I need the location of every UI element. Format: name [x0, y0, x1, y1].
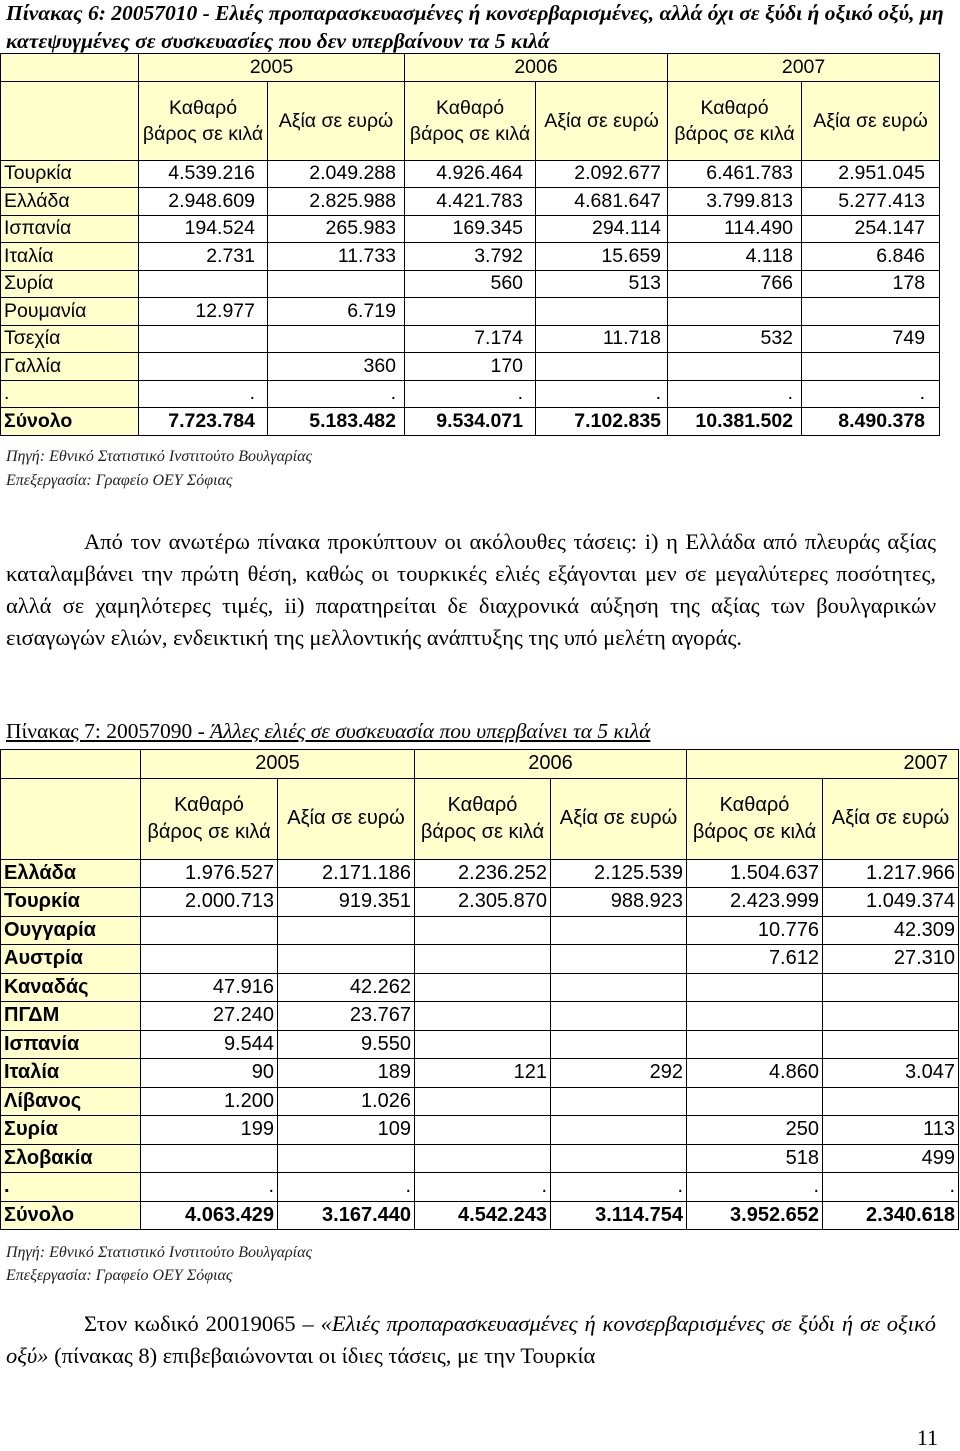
- table7-processing: Επεξεργασία: Γραφείο ΟΕΥ Σόφιας: [6, 1267, 233, 1284]
- table7-caption-desc: Άλλες ελιές σε συσκευασία που υπερβαίνει τα 5 κιλά: [210, 719, 651, 743]
- table7-data-row: [1, 888, 959, 917]
- table7-col-weight: Καθαρό βάρος σε κιλά: [141, 778, 278, 859]
- table7-value-cell: [551, 1087, 687, 1116]
- table7-value-cell: 1.504.637: [687, 859, 823, 888]
- table6-data-row: [1, 298, 940, 326]
- table7-value-cell: 3.047: [823, 1059, 959, 1088]
- table7-value-cell: 2.236.252: [415, 859, 551, 888]
- table6-value-cell: 4.539.216: [139, 160, 268, 188]
- table7-value-cell: .: [687, 1173, 823, 1202]
- table7-value-cell: 23.767: [278, 1002, 415, 1031]
- table7-value-cell: [415, 1002, 551, 1031]
- table6-data-row: [1, 325, 940, 353]
- table7-total-row: [1, 1201, 959, 1230]
- table6-country-cell: Γαλλία: [1, 353, 139, 381]
- table6-value-cell: [139, 353, 268, 381]
- table7-data-row: [1, 1087, 959, 1116]
- table7-value-cell: [551, 1116, 687, 1145]
- table7-data-row: [1, 859, 959, 888]
- table6: [0, 53, 940, 436]
- table6-value-cell: .: [802, 380, 940, 408]
- table7-value-cell: 2.423.999: [687, 888, 823, 917]
- table7-value-cell: [551, 1030, 687, 1059]
- table6-col-value: Αξία σε ευρώ: [268, 81, 405, 160]
- table7-corner-cell: [1, 750, 141, 779]
- table6-value-cell: [536, 353, 668, 381]
- table6-total-cell: 9.534.071: [405, 408, 536, 436]
- table6-processing: Επεξεργασία: Γραφείο ΟΕΥ Σόφιας: [6, 472, 233, 489]
- table7-col-value: Αξία σε ευρώ: [278, 778, 415, 859]
- table7-country-cell: Ιταλία: [1, 1059, 141, 1088]
- table6-value-cell: [536, 298, 668, 326]
- table6-country-cell: Συρία: [1, 270, 139, 298]
- continuation-paragraph-start: Στον κωδικό 20019065 –: [84, 1311, 321, 1336]
- table7-value-cell: 2.171.186: [278, 859, 415, 888]
- table7-value-cell: [551, 916, 687, 945]
- table6-value-cell: 4.118: [668, 243, 802, 271]
- table6-value-cell: .: [405, 380, 536, 408]
- table7-value-cell: 113: [823, 1116, 959, 1145]
- table7-value-cell: 27.240: [141, 1002, 278, 1031]
- table6-value-cell: .: [268, 380, 405, 408]
- table7-value-cell: [278, 945, 415, 974]
- table6-value-cell: [268, 325, 405, 353]
- table6-value-cell: 5.277.413: [802, 188, 940, 216]
- table6-data-row: [1, 215, 940, 243]
- table7-value-cell: 292: [551, 1059, 687, 1088]
- table7-value-cell: [551, 1144, 687, 1173]
- table7-value-cell: [551, 945, 687, 974]
- table6-col-weight: Καθαρό βάρος σε κιλά: [668, 81, 802, 160]
- table7-value-cell: 499: [823, 1144, 959, 1173]
- table7-caption-title: Πίνακας 7: 20057090 -: [6, 719, 211, 743]
- table7-value-cell: 2.305.870: [415, 888, 551, 917]
- table6-value-cell: [405, 298, 536, 326]
- table7-value-cell: 121: [415, 1059, 551, 1088]
- table7-value-cell: 2.000.713: [141, 888, 278, 917]
- table6-value-cell: 6.719: [268, 298, 405, 326]
- table7-total-cell: 3.114.754: [551, 1201, 687, 1230]
- table6-value-cell: 4.421.783: [405, 188, 536, 216]
- table6-total-cell: 7.102.835: [536, 408, 668, 436]
- table6-value-cell: 6.846: [802, 243, 940, 271]
- table7-value-cell: [823, 1030, 959, 1059]
- table7-value-cell: 47.916: [141, 973, 278, 1002]
- table7-year-2005: 2005: [141, 750, 415, 779]
- table6-value-cell: [139, 270, 268, 298]
- table6-caption: [6, 0, 946, 55]
- table6-country-cell: .: [1, 380, 139, 408]
- table6-value-cell: 560: [405, 270, 536, 298]
- table6-value-cell: 114.490: [668, 215, 802, 243]
- table6-total-cell: 7.723.784: [139, 408, 268, 436]
- table6-value-cell: 2.731: [139, 243, 268, 271]
- table6-value-cell: [802, 298, 940, 326]
- table6-value-cell: 265.983: [268, 215, 405, 243]
- table6-value-cell: [668, 353, 802, 381]
- table6-country-cell: Ισπανία: [1, 215, 139, 243]
- table7-value-cell: [823, 1002, 959, 1031]
- table7-value-cell: 27.310: [823, 945, 959, 974]
- table6-value-cell: [668, 298, 802, 326]
- table6-year-row: [1, 54, 940, 82]
- table7-value-cell: [415, 1116, 551, 1145]
- table7-year-2007: 2007: [687, 750, 959, 779]
- table6-data-row: [1, 243, 940, 271]
- table7-value-cell: 199: [141, 1116, 278, 1145]
- table6-data-row: [1, 380, 940, 408]
- table7-data-row: [1, 1059, 959, 1088]
- table7-total-cell: 4.542.243: [415, 1201, 551, 1230]
- table7-col-weight: Καθαρό βάρος σε κιλά: [415, 778, 551, 859]
- table7-value-cell: [415, 916, 551, 945]
- page-number: 11: [916, 1425, 938, 1450]
- table7-data-row: [1, 973, 959, 1002]
- table7-year-row: [1, 750, 959, 779]
- table6-country-cell: Τουρκία: [1, 160, 139, 188]
- table7-value-cell: 42.309: [823, 916, 959, 945]
- table6-value-cell: 360: [268, 353, 405, 381]
- table6-value-cell: 15.659: [536, 243, 668, 271]
- continuation-paragraph-end: (πίνακας 8) επιβεβαιώνονται οι ίδιες τάσεις, με την Τουρκία: [48, 1343, 596, 1368]
- table6-total-cell: 8.490.378: [802, 408, 940, 436]
- table6-col-weight: Καθαρό βάρος σε κιλά: [405, 81, 536, 160]
- table6-total-row: [1, 408, 940, 436]
- table7-country-cell: Ουγγαρία: [1, 916, 141, 945]
- table7-value-cell: [687, 1087, 823, 1116]
- table7-value-cell: 90: [141, 1059, 278, 1088]
- table6-value-cell: 3.792: [405, 243, 536, 271]
- table6-value-cell: 169.345: [405, 215, 536, 243]
- table7-value-cell: 9.550: [278, 1030, 415, 1059]
- table6-data-row: [1, 270, 940, 298]
- table7-value-cell: [823, 973, 959, 1002]
- table7-country-cell: ΠΓΔΜ: [1, 1002, 141, 1031]
- table7-value-cell: [551, 973, 687, 1002]
- table6-country-cell: Ιταλία: [1, 243, 139, 271]
- table6-value-cell: [139, 325, 268, 353]
- table7-country-cell: Τουρκία: [1, 888, 141, 917]
- table7-value-cell: [415, 945, 551, 974]
- table7-value-cell: 1.976.527: [141, 859, 278, 888]
- table7-corner-cell: [1, 778, 141, 859]
- table6-source: Πηγή: Εθνικό Στατιστικό Ινστιτούτο Βουλγαρίας: [6, 448, 312, 465]
- table7-value-cell: 42.262: [278, 973, 415, 1002]
- table7-data-row: [1, 916, 959, 945]
- table6-value-cell: 2.049.288: [268, 160, 405, 188]
- table7-country-cell: Ισπανία: [1, 1030, 141, 1059]
- table7-country-cell: Αυστρία: [1, 945, 141, 974]
- table6-total-cell: 5.183.482: [268, 408, 405, 436]
- table7-value-cell: [141, 916, 278, 945]
- table6-value-cell: .: [536, 380, 668, 408]
- continuation-paragraph-product: «Ελιές προπαρασκευασμένες ή κονσερβαρισμένες σε ξύδι ή σε οξικό οξύ»: [6, 1311, 936, 1368]
- table7-value-cell: [278, 916, 415, 945]
- table6-col-value: Αξία σε ευρώ: [802, 81, 940, 160]
- table7-data-row: [1, 1002, 959, 1031]
- table6-value-cell: 11.718: [536, 325, 668, 353]
- table7-country-cell: .: [1, 1173, 141, 1202]
- table7-year-2006: 2006: [415, 750, 687, 779]
- table6-country-cell: Ρουμανία: [1, 298, 139, 326]
- table6-value-cell: [802, 353, 940, 381]
- table7-value-cell: [141, 945, 278, 974]
- table6-value-cell: 4.681.647: [536, 188, 668, 216]
- table6-value-cell: .: [139, 380, 268, 408]
- table7-value-cell: .: [823, 1173, 959, 1202]
- table6-total-cell: 10.381.502: [668, 408, 802, 436]
- table7-value-cell: 189: [278, 1059, 415, 1088]
- table7-value-cell: [687, 1002, 823, 1031]
- table7-total-cell: 4.063.429: [141, 1201, 278, 1230]
- table6-corner-cell: [1, 81, 139, 160]
- table6-value-cell: 178: [802, 270, 940, 298]
- table7-country-cell: Ελλάδα: [1, 859, 141, 888]
- table7-data-row: [1, 1116, 959, 1145]
- table7-country-cell: Σλοβακία: [1, 1144, 141, 1173]
- table7-caption: [6, 718, 956, 746]
- table7-value-cell: 1.200: [141, 1087, 278, 1116]
- table6-value-cell: 2.092.677: [536, 160, 668, 188]
- table7-country-cell: Λίβανος: [1, 1087, 141, 1116]
- table6-total-label: Σύνολο: [1, 408, 139, 436]
- table6-value-cell: .: [668, 380, 802, 408]
- table7-value-cell: 518: [687, 1144, 823, 1173]
- table7-data-row: [1, 1144, 959, 1173]
- table7-value-cell: 109: [278, 1116, 415, 1145]
- table7-value-cell: .: [551, 1173, 687, 1202]
- table6-value-cell: 2.825.988: [268, 188, 405, 216]
- table7-value-cell: [141, 1144, 278, 1173]
- table7-source: Πηγή: Εθνικό Στατιστικό Ινστιτούτο Βουλγαρίας: [6, 1244, 312, 1261]
- table7-country-cell: Συρία: [1, 1116, 141, 1145]
- table6-value-cell: 2.948.609: [139, 188, 268, 216]
- table7-value-cell: 1.217.966: [823, 859, 959, 888]
- table7-col-weight: Καθαρό βάρος σε κιλά: [687, 778, 823, 859]
- analysis-paragraph: Από τον ανωτέρω πίνακα προκύπτουν οι ακόλουθες τάσεις: i) η Ελλάδα από πλευράς αξίας καταλαμβάνει την πρώτη θέση, καθώς οι τουρκικές ελιές εξάγονται μεν σε μεγαλύτερες ποσότητες, αλλά σε χαμηλότερες τιμές, ii) παρατηρείται δε διαχρονικά αύξηση της αξίας των βουλγαρικών εισαγωγών ελιών, ενδεικτική της μελλοντικής ανάπτυξης της υπό μελέτη αγοράς.: [6, 529, 936, 650]
- table6-value-cell: 766: [668, 270, 802, 298]
- table6-column-header-row: [1, 81, 940, 160]
- table7-value-cell: 4.860: [687, 1059, 823, 1088]
- table7-value-cell: [823, 1087, 959, 1116]
- table7-total-cell: 3.952.652: [687, 1201, 823, 1230]
- table6-value-cell: 532: [668, 325, 802, 353]
- table7-value-cell: 10.776: [687, 916, 823, 945]
- table6-value-cell: 6.461.783: [668, 160, 802, 188]
- table6-year-2005: 2005: [139, 54, 405, 82]
- table7-value-cell: 7.612: [687, 945, 823, 974]
- table6-data-row: [1, 160, 940, 188]
- table7-value-cell: [551, 1002, 687, 1031]
- table6-data-row: [1, 353, 940, 381]
- table6-value-cell: 3.799.813: [668, 188, 802, 216]
- table6-value-cell: 294.114: [536, 215, 668, 243]
- table6-value-cell: 4.926.464: [405, 160, 536, 188]
- table6-corner-cell: [1, 54, 139, 82]
- table6-value-cell: 194.524: [139, 215, 268, 243]
- table6-value-cell: 12.977: [139, 298, 268, 326]
- table6-year-2006: 2006: [405, 54, 668, 82]
- table7-value-cell: 1.026: [278, 1087, 415, 1116]
- table7-total-cell: 2.340.618: [823, 1201, 959, 1230]
- table6-value-cell: 2.951.045: [802, 160, 940, 188]
- table7-value-cell: 2.125.539: [551, 859, 687, 888]
- table7-value-cell: [415, 1087, 551, 1116]
- table7-country-cell: Καναδάς: [1, 973, 141, 1002]
- table7-data-row: [1, 1173, 959, 1202]
- table7-value-cell: .: [278, 1173, 415, 1202]
- table6-country-cell: Ελλάδα: [1, 188, 139, 216]
- table7-data-row: [1, 945, 959, 974]
- table7-value-cell: .: [415, 1173, 551, 1202]
- table7-value-cell: [687, 1030, 823, 1059]
- table7-value-cell: 988.923: [551, 888, 687, 917]
- table7-column-header-row: [1, 778, 959, 859]
- table6-value-cell: 170: [405, 353, 536, 381]
- table7-total-cell: 3.167.440: [278, 1201, 415, 1230]
- table7-value-cell: [415, 1030, 551, 1059]
- table7-data-row: [1, 1030, 959, 1059]
- continuation-paragraph: [6, 1308, 936, 1372]
- table6-value-cell: 254.147: [802, 215, 940, 243]
- table6-col-weight: Καθαρό βάρος σε κιλά: [139, 81, 268, 160]
- table6-data-row: [1, 188, 940, 216]
- table7-col-value: Αξία σε ευρώ: [823, 778, 959, 859]
- table7-value-cell: [415, 1144, 551, 1173]
- table6-caption-text: Πίνακας 6: 20057010 - Ελιές προπαρασκευασμένες ή κονσερβαρισμένες, αλλά όχι σε ξύδι ή οξικό οξύ, μη κατεψυγμένες σε συσκευασίες που δεν υπερβαίνουν τα 5 κιλά: [6, 1, 944, 53]
- table7-value-cell: .: [141, 1173, 278, 1202]
- table6-value-cell: [268, 270, 405, 298]
- table6-year-2007: 2007: [668, 54, 940, 82]
- table7-value-cell: 9.544: [141, 1030, 278, 1059]
- table7-total-label: Σύνολο: [1, 1201, 141, 1230]
- table7-value-cell: 919.351: [278, 888, 415, 917]
- table7-col-value: Αξία σε ευρώ: [551, 778, 687, 859]
- table7-value-cell: [415, 973, 551, 1002]
- table7-value-cell: 1.049.374: [823, 888, 959, 917]
- table6-value-cell: 11.733: [268, 243, 405, 271]
- table7: [0, 749, 959, 1230]
- table6-col-value: Αξία σε ευρώ: [536, 81, 668, 160]
- table6-value-cell: 513: [536, 270, 668, 298]
- table7-value-cell: 250: [687, 1116, 823, 1145]
- table7-value-cell: [278, 1144, 415, 1173]
- table6-value-cell: 7.174: [405, 325, 536, 353]
- table7-value-cell: [687, 973, 823, 1002]
- table6-country-cell: Τσεχία: [1, 325, 139, 353]
- table6-value-cell: 749: [802, 325, 940, 353]
